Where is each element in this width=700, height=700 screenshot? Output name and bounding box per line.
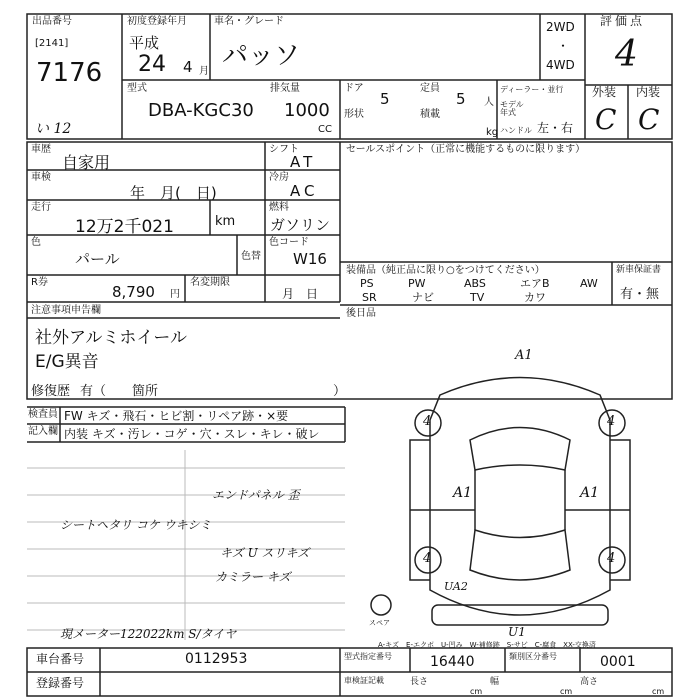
sales-point-label: セールスポイント（正常に機能するものに限ります）: [346, 144, 586, 155]
car-diagram: [371, 378, 630, 626]
repair-bracket: ）: [333, 384, 347, 399]
height-unit: cm: [652, 687, 665, 696]
damage-legend: A-キズ E-エクボ U-凹み W-補修跡 S-サビ C-腐食 XX-交換済: [378, 641, 596, 649]
new-car-label: 新車保証書: [616, 265, 662, 275]
hand-note-5: 現メーター122022km S/タイヤ: [60, 627, 237, 641]
load-label: 積載: [420, 109, 440, 120]
notes-line2: E/G異音: [35, 352, 99, 372]
new-car-value: 有・無: [620, 287, 660, 302]
inspector-label-1: 検査員: [28, 409, 58, 420]
kg-unit: kg: [486, 127, 499, 138]
drive-2wd: 2WD: [546, 20, 575, 34]
dealer-label: ディーラー・並行: [500, 85, 564, 94]
displacement: 1000: [284, 100, 330, 121]
person-unit: 人: [484, 97, 494, 108]
chassis-label: 車台番号: [36, 652, 85, 666]
equip-aw: AW: [580, 277, 598, 290]
cc-unit: CC: [318, 124, 332, 135]
type-cert-label: 型式指定番号: [344, 652, 392, 661]
class-value: 0001: [600, 654, 636, 670]
inspection-value: 年 月( 日): [130, 184, 217, 202]
inspection-label: 車検: [31, 172, 51, 183]
mark-wheel-rr: 4: [607, 551, 616, 566]
drive-4wd: 4WD: [546, 58, 575, 72]
equipment-label: 装備品（純正品に限り○をつけてください）: [346, 265, 545, 276]
mark-u1: U1: [508, 625, 526, 639]
length-unit: cm: [470, 687, 483, 696]
size-label: 車検証記載: [344, 676, 384, 685]
equip-airbag: エアB: [520, 277, 550, 290]
inspector-label-2: 記入欄: [28, 426, 58, 437]
model-year-label: モデル年式: [500, 100, 524, 117]
exterior-label: 外装: [592, 85, 617, 99]
fuel-label: 燃料: [269, 202, 289, 213]
hand-note-2: シートヘタリ コケ ウキシミ: [60, 518, 212, 532]
equip-sr: SR: [362, 291, 377, 304]
yen-unit: 円: [170, 289, 180, 300]
repair-label: 修復歴: [31, 384, 71, 399]
reg-month: 4: [183, 58, 193, 76]
handle-label: ハンドル: [500, 126, 532, 135]
drive-dot: ・: [557, 39, 570, 53]
interior-label: 内装: [636, 85, 661, 99]
score-label: 評価点: [600, 14, 646, 28]
notes-label: 注意事項申告欄: [31, 305, 101, 316]
handle-value: 左・右: [537, 121, 574, 135]
repaint-label: 色替: [241, 251, 261, 262]
fuel: ガソリン: [270, 216, 331, 234]
usage: 自家用: [62, 153, 111, 172]
notes-line1: 社外アルミホイール: [35, 328, 187, 348]
mark-a1-left: A1: [453, 485, 473, 501]
ac: AC: [290, 182, 319, 200]
equip-leather: カワ: [524, 291, 546, 304]
car-name: パッソ: [222, 41, 301, 71]
class-label: 類別区分番号: [509, 652, 557, 661]
hand-note-1: エンドパネル 歪: [212, 488, 300, 502]
equip-ps: PS: [360, 277, 374, 290]
displacement-label: 排気量: [270, 83, 300, 94]
name-change-value: 月 日: [282, 287, 319, 301]
repair-value: 有（ 箇所: [80, 384, 159, 399]
hand-note-4: カミラー キズ: [215, 570, 291, 584]
reg-label: 登録番号: [36, 676, 85, 690]
first-reg-label: 初度登録年月: [127, 16, 187, 27]
mark-a1-right: A1: [580, 485, 600, 501]
color: パール: [75, 250, 120, 268]
lot-number: 7176: [36, 58, 103, 88]
margin-note: い 12: [35, 121, 72, 137]
type-cert-value: 16440: [430, 654, 475, 670]
rear-label: 後日品: [346, 308, 376, 319]
length-label: 長さ: [410, 677, 429, 687]
mark-a1-front: A1: [515, 348, 533, 363]
shift-label: シフト: [269, 144, 299, 155]
shape-label: 形状: [344, 109, 364, 120]
lot-label: 出品番号: [32, 16, 72, 27]
width-label: 幅: [490, 677, 500, 687]
lot-code: [2141]: [35, 38, 69, 49]
color-code-label: 色コード: [269, 237, 309, 248]
door-label: ドア: [344, 83, 364, 94]
capacity: 5: [456, 90, 466, 108]
recycle-amount: 8,790: [112, 283, 155, 301]
width-unit: cm: [560, 687, 573, 696]
model-label: 型式: [127, 83, 147, 94]
inspector-row-1: FW キズ・飛石・ヒビ割・リペア跡・×要: [64, 409, 289, 423]
interior-grade: C: [638, 103, 660, 136]
era: 平成: [129, 34, 160, 52]
car-name-label: 車名・グレード: [214, 16, 284, 27]
color-label: 色: [31, 237, 41, 248]
name-change-label: 名変期限: [190, 277, 230, 288]
spare-label: スペア: [369, 619, 390, 627]
mark-ua2: UA2: [444, 580, 468, 593]
reg-year: 24: [138, 52, 166, 77]
ac-label: 冷房: [269, 172, 289, 183]
mileage: 12万2千021: [75, 217, 174, 237]
mileage-label: 走行: [31, 202, 51, 213]
capacity-label: 定員: [420, 83, 440, 94]
month-unit: 月: [199, 66, 209, 77]
equip-tv: TV: [470, 291, 485, 304]
height-label: 高さ: [580, 677, 599, 687]
chassis-value: 0112953: [185, 651, 248, 667]
shift: AT: [290, 153, 317, 171]
exterior-grade: C: [595, 103, 617, 136]
inspector-row-2: 内装 キズ・汚レ・コゲ・穴・スレ・キレ・破レ: [64, 427, 320, 441]
km-unit: km: [215, 214, 236, 229]
equip-pw: PW: [408, 277, 426, 290]
mark-wheel-fl: 4: [423, 414, 432, 429]
score: 4: [615, 34, 638, 75]
model: DBA-KGC30: [148, 100, 254, 121]
mark-wheel-rl: 4: [423, 551, 432, 566]
equip-navi: ナビ: [412, 291, 434, 304]
mark-wheel-fr: 4: [607, 414, 616, 429]
equip-abs: ABS: [464, 277, 486, 290]
usage-label: 車歴: [31, 144, 51, 155]
doors: 5: [380, 90, 390, 108]
color-code: W16: [293, 250, 327, 268]
recycle-label: R券: [31, 277, 48, 288]
hand-note-3: キズ U スリキズ: [220, 546, 310, 560]
